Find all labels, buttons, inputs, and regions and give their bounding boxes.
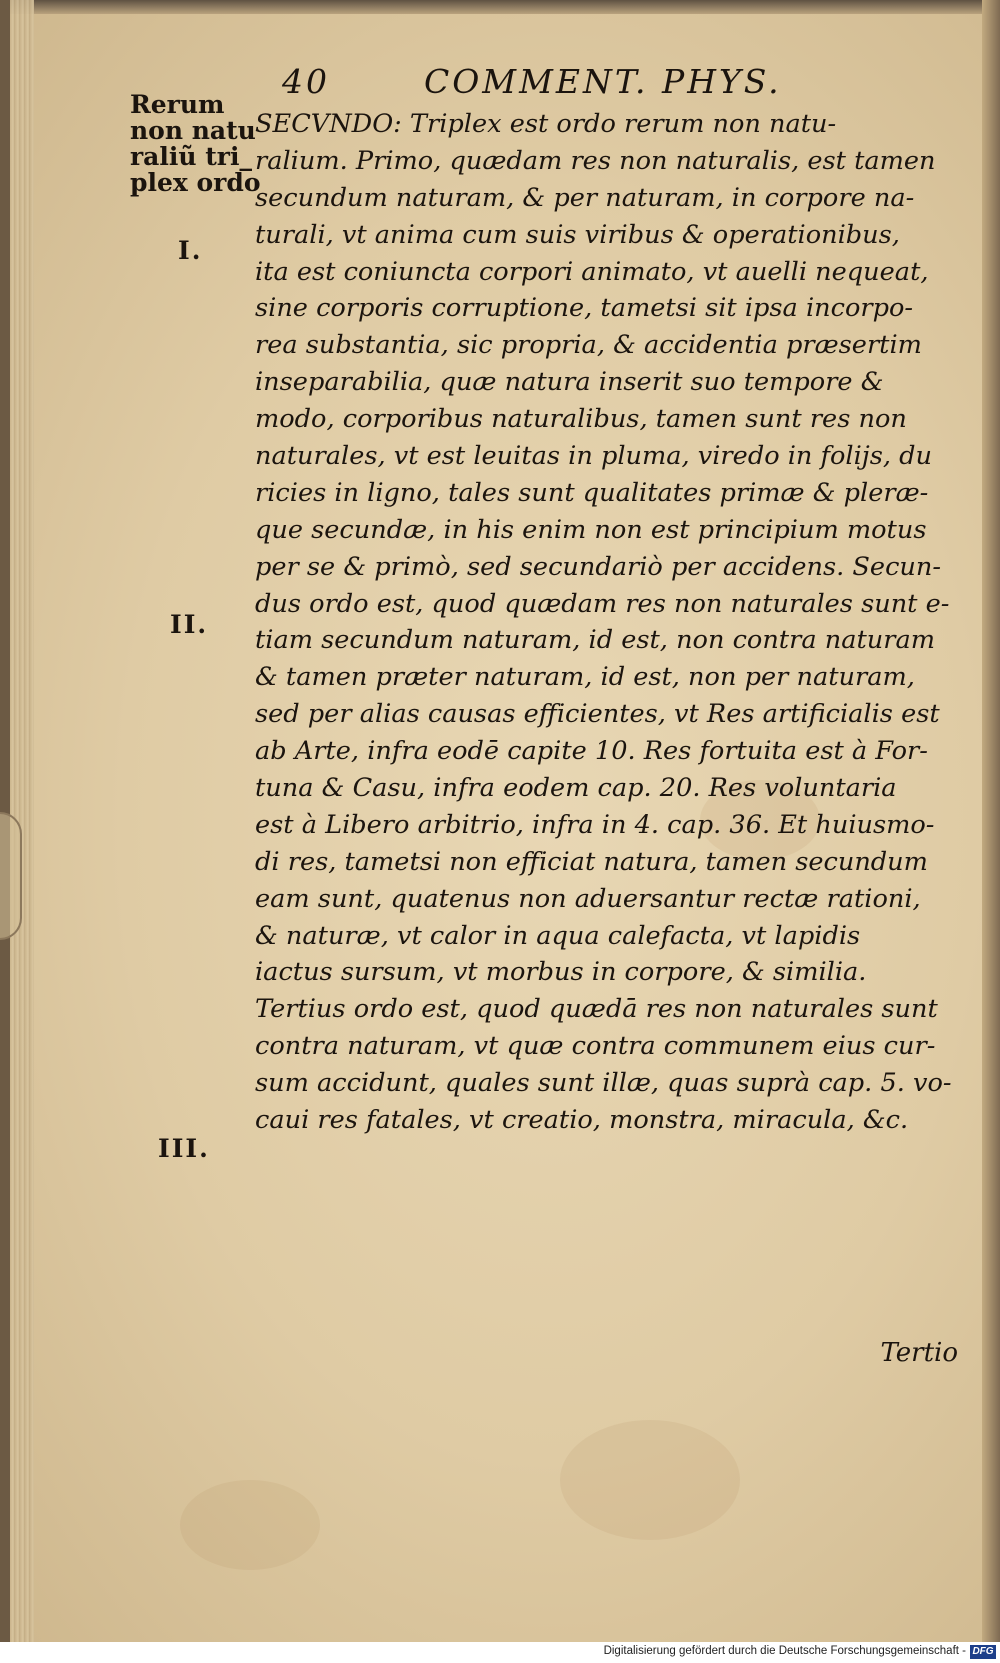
text-line: rea substantia, sic propria, & accidentia præsertim	[255, 330, 922, 361]
text-line: Tertius ordo est, quod quædā res non naturales sunt	[255, 994, 938, 1025]
clasp-ring	[0, 812, 22, 940]
text-line: caui res fatales, vt creatio, monstra, miracula, &c.	[255, 1105, 909, 1136]
text-line: ab Arte, infra eodē capite 10. Res fortuita est à For-	[255, 736, 928, 767]
body-text	[255, 106, 967, 1139]
text-line: eam sunt, quatenus non aduersantur rectæ rationi,	[255, 883, 921, 914]
text-line: di res, tametsi non efficiat natura, tamen secundum	[255, 846, 928, 877]
funding-credit: Digitalisierung gefördert durch die Deutsche Forschungsgemeinschaft -	[603, 1645, 966, 1657]
running-title: COMMENT. PHYS.	[424, 62, 782, 101]
paper-stain	[560, 1420, 740, 1540]
text-line: & naturæ, vt calor in aqua calefacta, vt lapidis	[255, 920, 861, 951]
text-line: naturales, vt est leuitas in pluma, viredo in folijs, du	[255, 441, 933, 472]
text-line: contra naturam, vt quæ contra communem eius cur-	[255, 1031, 936, 1062]
margin-note-line: raliũ tri_	[130, 142, 252, 171]
text-line: tiam secundum naturam, id est, non contra naturam	[255, 625, 935, 656]
dfg-logo: DFG	[970, 1645, 996, 1659]
catchword: Tertio	[880, 1338, 958, 1368]
text-line: ricies in ligno, tales sunt qualitates primæ & pleræ-	[255, 477, 929, 508]
text-line: ita est coniuncta corpori animato, vt auelli nequeat,	[255, 256, 929, 287]
margin-note	[130, 92, 270, 196]
text-line: tuna & Casu, infra eodem cap. 20. Res voluntaria	[255, 773, 897, 804]
book-cover-top-edge	[0, 0, 1000, 14]
text-line: modo, corporibus naturalibus, tamen sunt res non	[255, 404, 907, 435]
text-line: turali, vt anima cum suis viribus & operationibus,	[255, 219, 900, 250]
margin-numeral-2: II.	[170, 610, 209, 639]
paper-stain	[180, 1480, 320, 1570]
book-gutter	[982, 0, 1000, 1642]
text-line: secundum naturam, & per naturam, in corpore na-	[255, 182, 915, 213]
margin-note-line: non natu	[130, 116, 256, 145]
margin-note-line: plex ordo	[130, 168, 261, 197]
margin-note-line: Rerum	[130, 90, 225, 119]
running-head	[270, 62, 850, 106]
text-line: per se & primò, sed secundariò per accidens. Secun-	[255, 551, 942, 582]
text-line: iactus sursum, vt morbus in corpore, & similia.	[255, 957, 867, 988]
text-line: que secundæ, in his enim non est principium motus	[255, 514, 927, 545]
text-line: SECVNDO: Triplex est ordo rerum non natu-	[255, 109, 837, 139]
text-line: sine corporis corruptione, tametsi sit ipsa incorpo-	[255, 293, 914, 324]
text-line: sum accidunt, quales sunt illæ, quas suprà cap. 5. vo-	[255, 1068, 952, 1099]
margin-numeral-1: I.	[178, 236, 203, 265]
text-line: ralium. Primo, quædam res non naturalis, est tamen	[255, 145, 936, 176]
text-line: & tamen præter naturam, id est, non per naturam,	[255, 662, 915, 693]
text-line: sed per alias causas efficientes, vt Res artificialis est	[255, 699, 940, 730]
text-line: dus ordo est, quod quædam res non naturales sunt e-	[255, 588, 950, 619]
text-line: est à Libero arbitrio, infra in 4. cap. 36. Et huiusmo-	[255, 809, 935, 840]
text-line: inseparabilia, quæ natura inserit suo tempore &	[255, 367, 884, 398]
page-number: 40	[282, 62, 330, 101]
margin-numeral-3: III.	[158, 1134, 210, 1163]
footer-bar	[0, 1642, 1000, 1663]
